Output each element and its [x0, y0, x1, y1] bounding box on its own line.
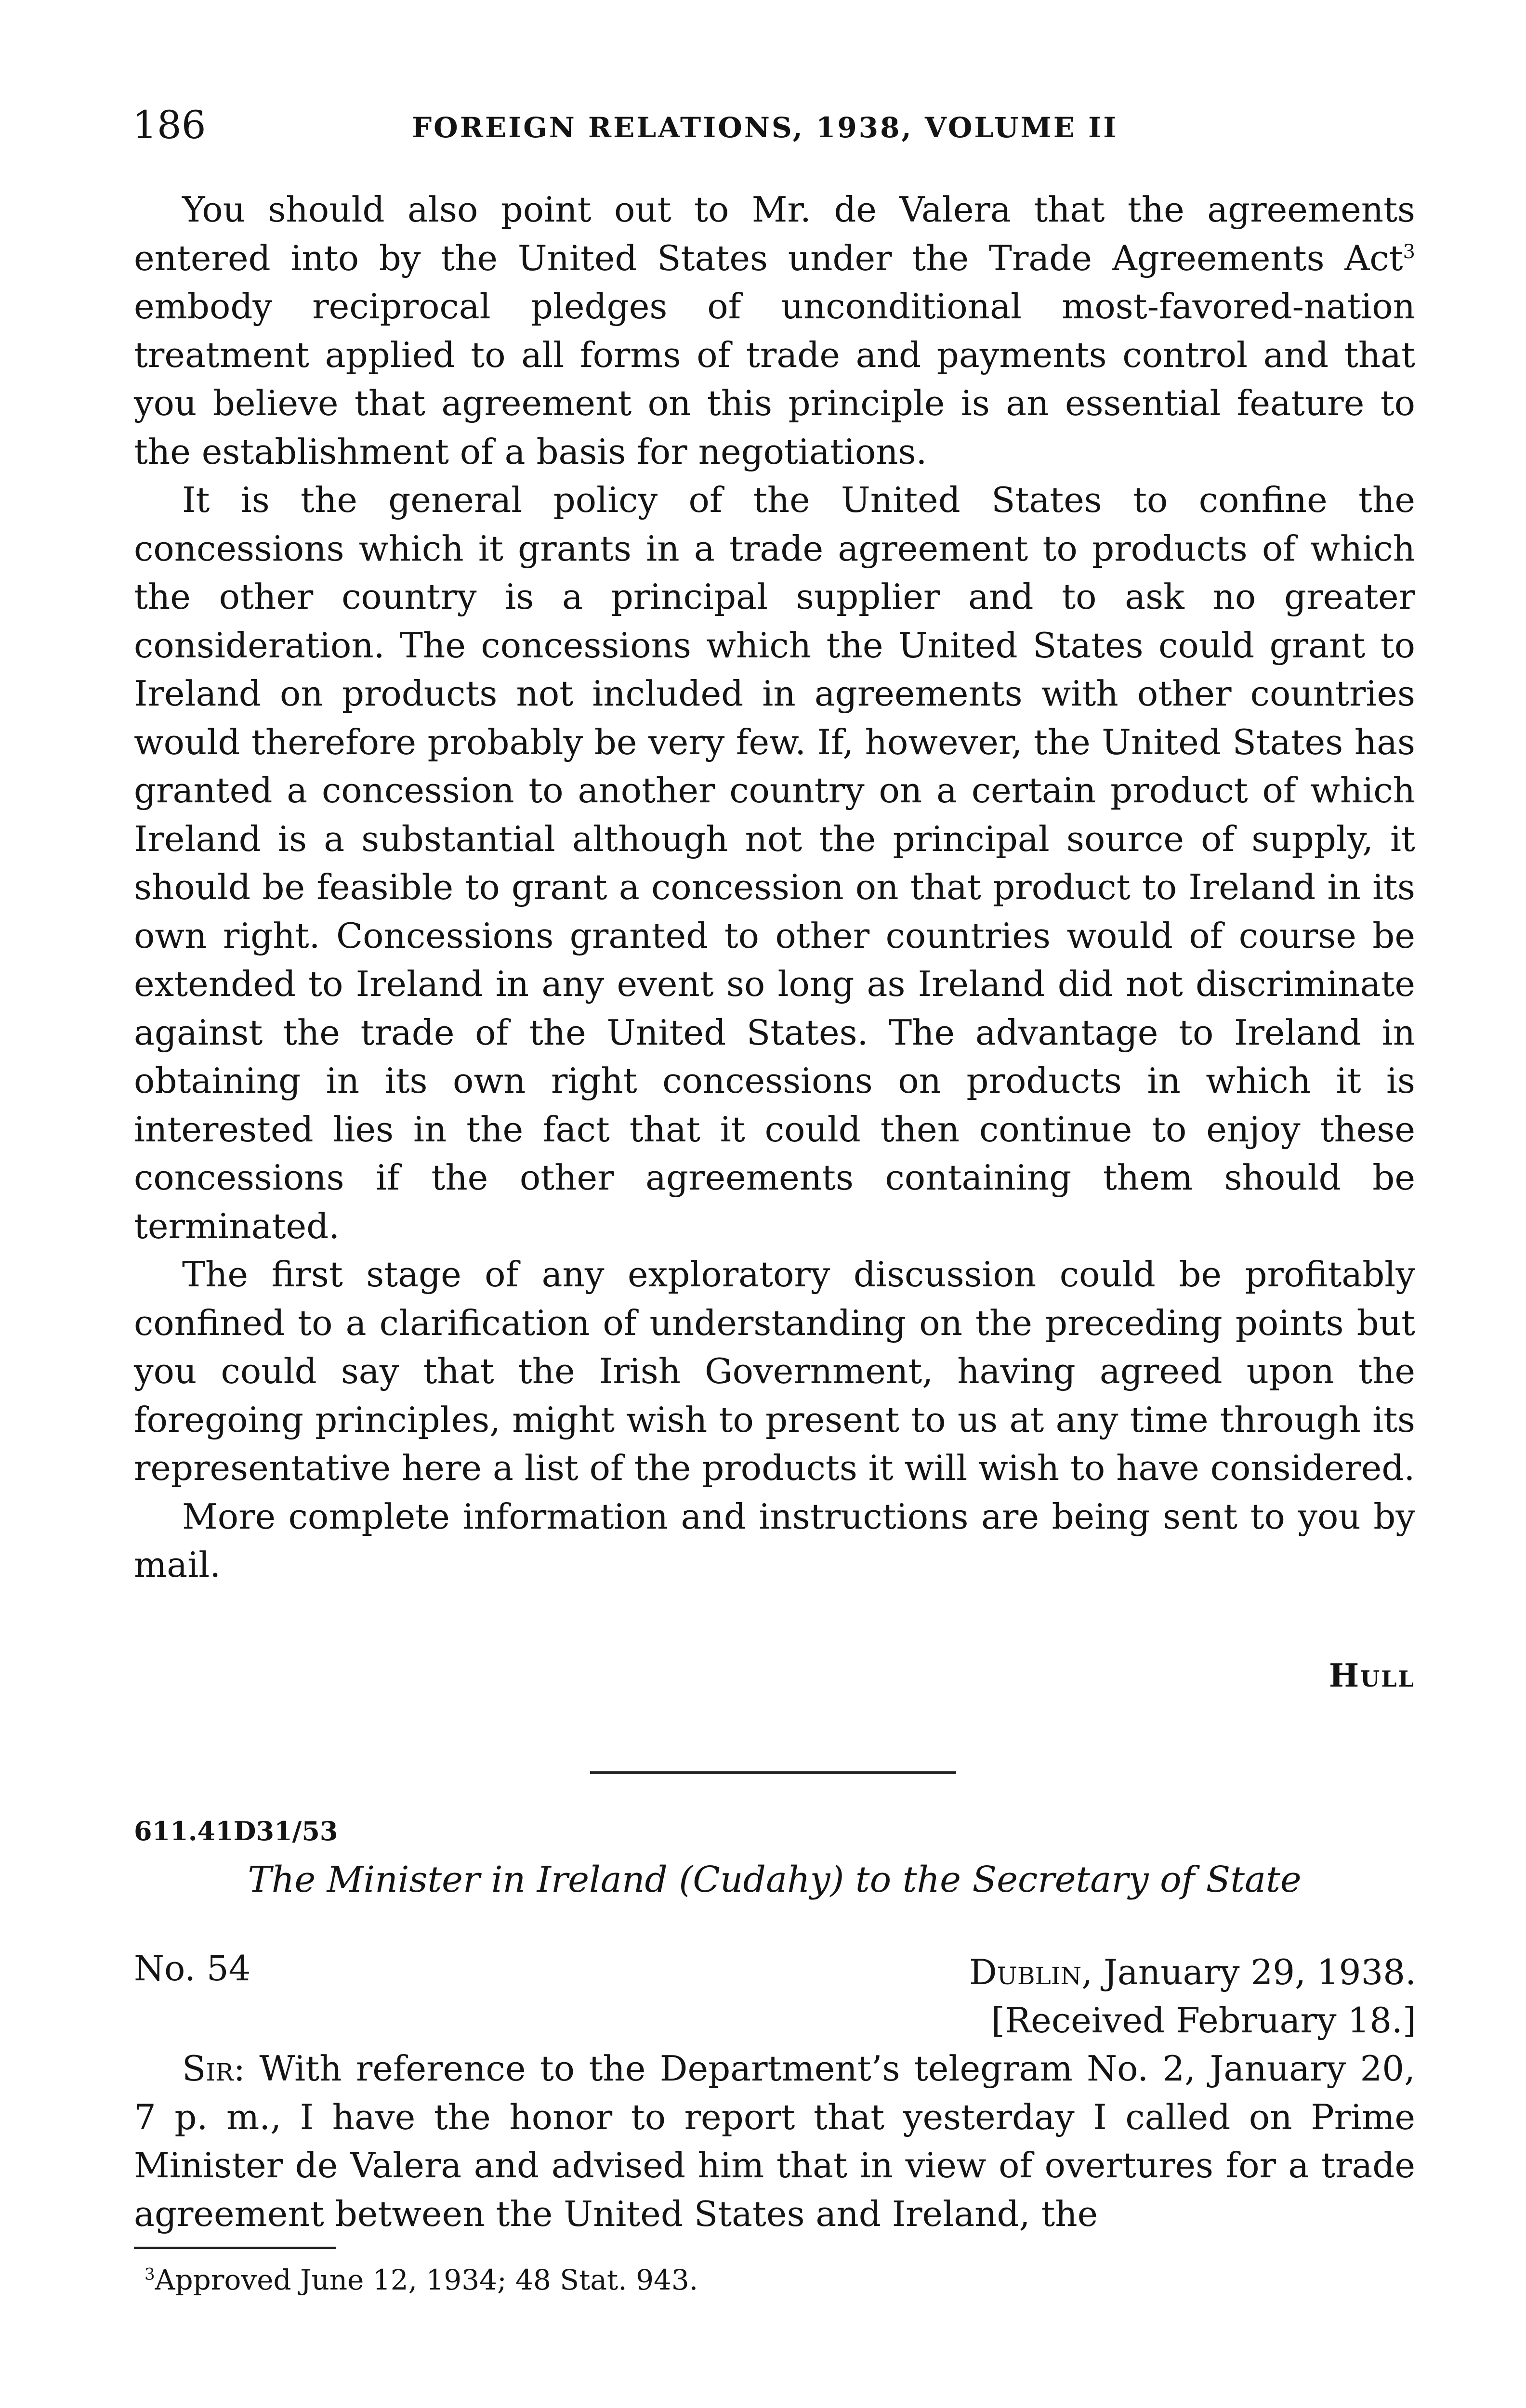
received-date: [Received February 18.]	[991, 2000, 1416, 2041]
running-head	[132, 99, 1433, 157]
date-text: , January 29, 1938.	[1081, 1952, 1416, 1992]
footnote	[145, 2264, 698, 2296]
paragraph-1	[134, 185, 1415, 476]
footnote-marker: 3	[145, 2264, 155, 2284]
paragraph-1-start: You should also point out to Mr. de Valera that the agreements entered into by the United States under the Trade Agreements Act	[134, 189, 1415, 278]
body-text	[134, 185, 1415, 1589]
date-line	[969, 1948, 1416, 1996]
signature: Hull	[1329, 1657, 1415, 1694]
salutation: Sir	[182, 2048, 234, 2089]
document-number: No. 54	[134, 1948, 251, 1989]
paragraph-4: More complete information and instructions are being sent to you by mail.	[134, 1496, 1415, 1585]
letter-text: : With reference to the Department’s telegram No. 2, January 20, 7 p. m., I have the honor to report that yesterday I called on Prime Minister de Valera and advised him that in view of overtures for a trade agreement between the United States and Ireland, the	[134, 2048, 1415, 2234]
footnote-divider	[134, 2247, 336, 2249]
paragraph-1-end: embody reciprocal pledges of unconditional most-favored-nation treatment applied to all forms of trade and payments control and that you believe that agreement on this principle is an essential feature to the establishment of a basis for negotiations.	[134, 286, 1415, 472]
footnote-reference[interactable]: 3	[1403, 240, 1415, 263]
page-number: 186	[132, 103, 206, 147]
paragraph-2: It is the general policy of the United States to confine the concessions which it grants in a trade agreement to products of which the other country is a principal supplier and to ask no greater consideration. The concessions which the United States could grant to Ireland on products not included in agreements with other countries would therefore probably be very few. If, however, the United States has granted a concession to another country on a certain product of which Ireland is a substantial although not the principal source of supply, it should be feasible to grant a concession on that product to Ireland in its own right. Concessions granted to other countries would of course be extended to Ireland in any event so long as Ireland did not discriminate against the trade of the United States. The advantage to Ireland in obtaining in its own right concessions on products in which it is interested lies in the fact that it could then continue to enjoy these concessions if the other agreements containing them should be terminated.	[134, 480, 1415, 1246]
running-title: FOREIGN RELATIONS, 1938, VOLUME II	[412, 111, 1118, 144]
date-city: Dublin	[969, 1952, 1082, 1992]
document-heading: The Minister in Ireland (Cudahy) to the Secretary of State	[248, 1859, 1302, 1900]
section-divider	[590, 1771, 956, 1774]
letter-body	[134, 2044, 1415, 2238]
letter-paragraph	[134, 2044, 1415, 2238]
footnote-text: Approved June 12, 1934; 48 Stat. 943.	[155, 2264, 698, 2296]
file-reference: 611.41D31/53	[134, 1816, 338, 1846]
paragraph-3: The first stage of any exploratory discussion could be profitably confined to a clarification of understanding on the preceding points but you could say that the Irish Government, having agreed upon the foregoing principles, might wish to present to us at any time through its representative here a list of the products it will wish to have considered.	[134, 1254, 1415, 1488]
dateline	[969, 1948, 1416, 2044]
